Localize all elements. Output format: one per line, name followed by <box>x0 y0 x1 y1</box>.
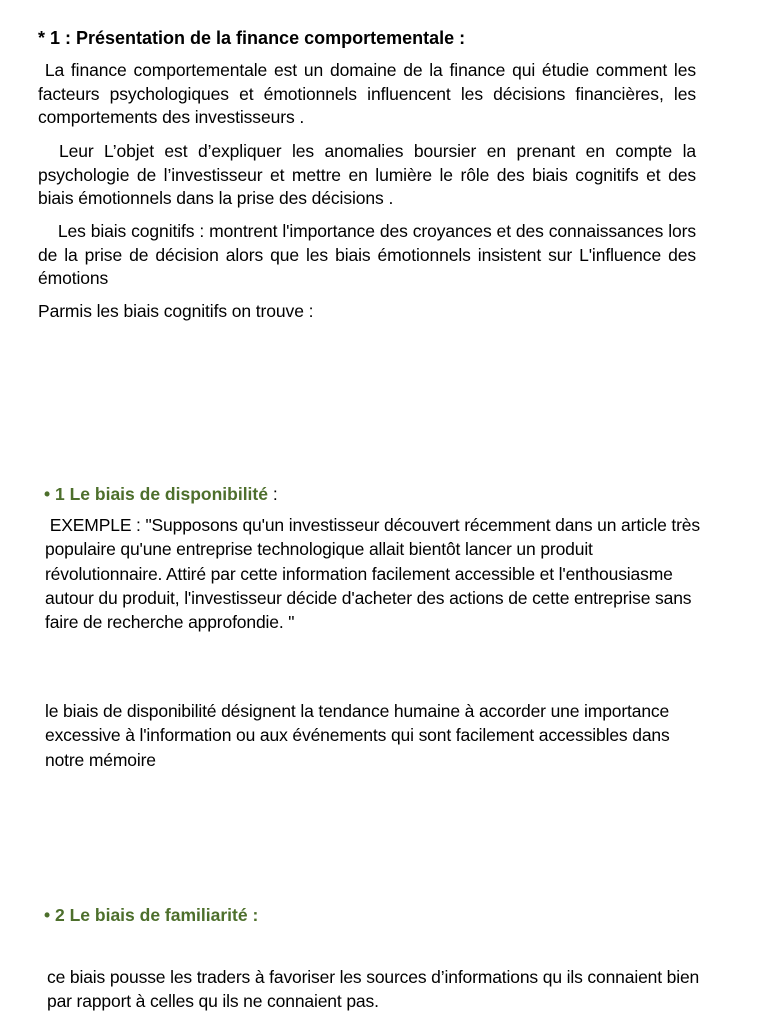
section-title: * 1 : Présentation de la finance comportementale : <box>38 28 466 48</box>
bias2-heading-text: 2 Le biais de familiarité : <box>55 905 259 925</box>
bullet-icon: • <box>44 484 51 504</box>
bias1-heading-text: 1 Le biais de disponibilité <box>55 484 268 504</box>
paragraph-biais-text: Les biais cognitifs : montrent l'importance des croyances et des connaissances lors de la prise de décision alors que les biais émotionnels insistent sur L'influence des émotions <box>38 221 696 288</box>
bias1-heading-colon: : <box>267 484 278 504</box>
bias2-heading <box>44 903 258 927</box>
bias1-heading <box>44 482 278 506</box>
bias1-definition: le biais de disponibilité désignent la tendance humaine à accorder une importance excessive à l'information ou aux événements qui sont facilement accessibles dans notre mémoire <box>45 701 670 770</box>
bias1-example <box>45 513 705 634</box>
bias1-example-text: EXEMPLE : "Supposons qu'un investisseur découvert récemment dans un article très populaire qu'une entreprise technologique allait bientôt lancer un produit révolutionnaire. Attiré par cette information facilement accessible et l'enthousiasme autour du produit, l'investisseur décide d'acheter des actions de cette entreprise sans faire de recherche approfondie. " <box>45 515 700 633</box>
paragraph-intro-text: La finance comportementale est un domaine de la finance qui étudie comment les facteurs psychologiques et émotionnels influencent les décisions financières, les comportements des investisseurs . <box>38 60 696 127</box>
bullet-icon: • <box>44 905 51 925</box>
bias2-description: ce biais pousse les traders à favoriser les sources d’informations qu ils connaient bien par rapport à celles qu ils ne connaient pas. <box>47 967 700 1012</box>
paragraph-objet <box>38 140 696 211</box>
paragraph-intro <box>38 59 696 130</box>
paragraph-parmis: Parmis les biais cognitifs on trouve : <box>38 301 314 321</box>
paragraph-biais <box>38 220 696 291</box>
paragraph-objet-text: Leur L’objet est d’expliquer les anomalies boursier en prenant en compte la psychologie de l’investisseur et mettre en lumière le rôle des biais cognitifs et des biais émotionnels dans la prise des décisions . <box>38 141 697 208</box>
